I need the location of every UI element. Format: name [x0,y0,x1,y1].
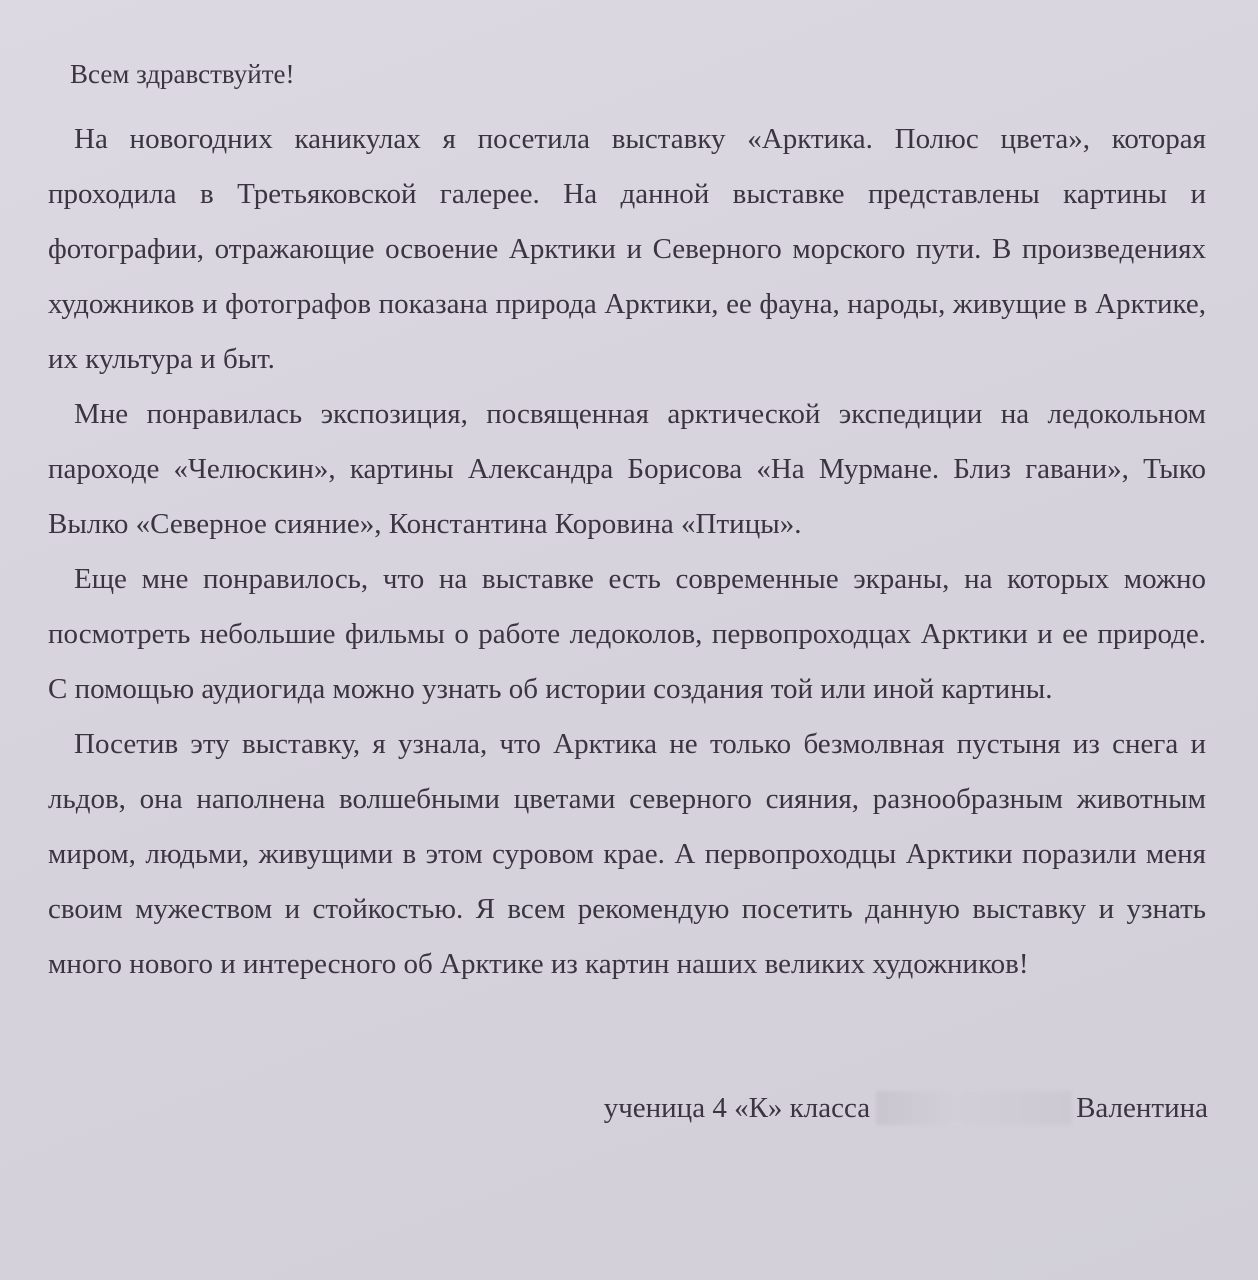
redacted-surname [876,1091,1072,1125]
paragraph-1: На новогодних каникулах я посетила выставку «Арктика. Полюс цвета», которая проходила в Третьяковской галерее. На данной выставке представлены картины и фотографии, отражающие освоение Арктики и Северного морского пути. В произведениях художников и фотографов показана природа Арктики, ее фауна, народы, живущие в Арктике, их культура и быт. [48,123,1206,375]
signature-name: Валентина [1076,1092,1208,1124]
signature [604,1088,1208,1128]
paragraph-2: Мне понравилась экспозиция, посвященная арктической экспедиции на ледокольном пароходе «Челюскин», картины Александра Борисова «На Мурмане. Близ гавани», Тыко Вылко «Северное сияние», Константина Коровина «Птицы». [48,398,1206,540]
greeting: Всем здравствуйте! [70,59,295,89]
paragraph-4: Посетив эту выставку, я узнала, что Арктика не только безмолвная пустыня из снега и льдов, она наполнена волшебными цветами северного сияния, разнообразным животным миром, людьми, живущими в этом суровом крае. А первопроходцы Арктики поразили меня своим мужеством и стойкостью. Я всем рекомендую посетить данную выставку и узнать много нового и интересного об Арктике из картин наших великих художников! [48,728,1206,980]
signature-prefix: ученица 4 «К» класса [603,1092,871,1124]
paragraph-3: Еще мне понравилось, что на выставке есть современные экраны, на которых можно посмотреть небольшие фильмы о работе ледоколов, первопроходцах Арктики и ее природе. С помощью аудиогида можно узнать об истории создания той или иной картины. [48,563,1206,705]
